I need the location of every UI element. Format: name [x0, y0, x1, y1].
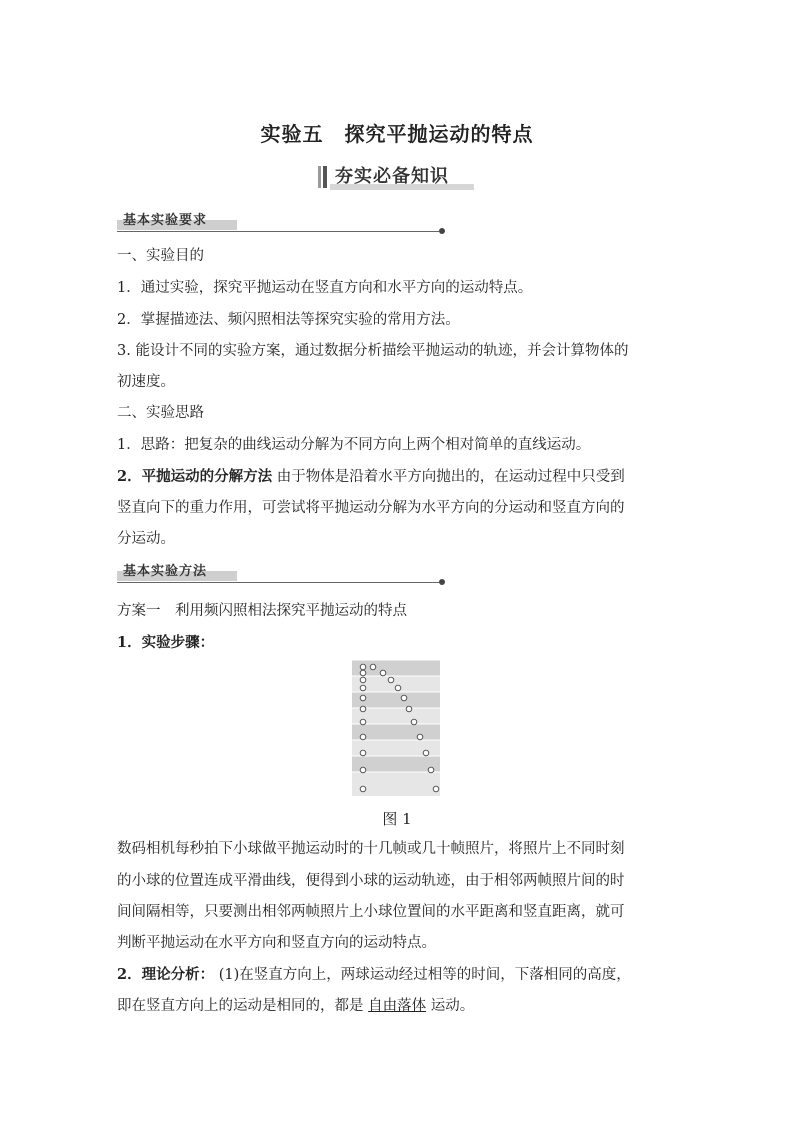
- banner-bar-light: [318, 166, 321, 188]
- ball: [388, 677, 394, 683]
- subsection-header-requirements: [117, 212, 447, 234]
- decomposition-label: 2．平抛运动的分解方法: [117, 468, 273, 485]
- subsection-rule: [117, 231, 439, 232]
- heading-idea: 二、实验思路: [117, 405, 204, 421]
- text-line: 3. 能设计不同的实验方案，通过数据分析描绘平抛运动的轨迹，并会计算物体的: [117, 343, 629, 359]
- free-fall-underlined: 自由落体: [368, 998, 427, 1014]
- ball: [360, 670, 366, 676]
- text-line: 的小球的位置连成平滑曲线，便得到小球的运动轨迹，由于相邻两帧照片间的时: [117, 873, 625, 889]
- text-line: 初速度。: [117, 374, 175, 390]
- text-line-theory: [117, 965, 681, 985]
- steps-label: 1．实验步骤：: [117, 634, 215, 651]
- banner-bar-dark: [323, 166, 327, 188]
- theory-text: (1)在竖直方向上，两球运动经过相等的时间，下落相同的高度，: [218, 967, 631, 983]
- ball: [360, 664, 366, 670]
- decomposition-text: 由于物体是沿着水平方向抛出的，在运动过程中只受到: [276, 469, 625, 485]
- subsection-rule-dot: [439, 228, 445, 234]
- text-line: 数码相机每秒拍下小球做平抛运动时的十几帧或几十帧照片，将照片上不同时刻: [117, 841, 625, 857]
- theory-post: 运动。: [430, 998, 475, 1014]
- stripe: [352, 772, 440, 796]
- text-line: 判断平抛运动在水平方向和竖直方向的运动特点。: [117, 935, 436, 951]
- ball: [360, 719, 366, 725]
- ball: [428, 767, 434, 773]
- ball: [360, 677, 366, 683]
- ball: [360, 695, 366, 701]
- text-line: 2．掌握描迹法、频闪照相法等探究实验的常用方法。: [117, 312, 460, 328]
- ball: [360, 767, 366, 773]
- ball: [406, 706, 412, 712]
- subsection-title: 基本实验方法: [123, 564, 208, 579]
- ball: [417, 734, 423, 740]
- strobe-photo-figure: [352, 660, 440, 796]
- ball: [395, 685, 401, 691]
- theory-label: 2．理论分析：: [117, 966, 215, 983]
- ball: [360, 706, 366, 712]
- figure-caption: 图 1: [382, 810, 412, 828]
- heading-purpose: 一、实验目的: [117, 248, 204, 264]
- ball: [411, 719, 417, 725]
- section-banner: [318, 164, 476, 190]
- text-line: 1．通过实验，探究平抛运动在竖直方向和水平方向的运动特点。: [117, 280, 533, 296]
- ball: [401, 695, 407, 701]
- subsection-title: 基本实验要求: [123, 213, 208, 228]
- page-title: 实验五 探究平抛运动的特点: [260, 122, 534, 146]
- text-line-decomposition: [117, 467, 681, 487]
- plan-heading: 方案一 利用频闪照相法探究平抛运动的特点: [117, 603, 407, 619]
- subsection-rule: [117, 582, 439, 583]
- ball: [370, 664, 376, 670]
- ball: [423, 750, 429, 756]
- subsection-header-methods: [117, 563, 447, 585]
- theory-pre: 即在竖直方向上的运动是相同的，都是: [117, 998, 364, 1014]
- ball: [360, 786, 366, 792]
- section-banner-label: 夯实必备知识: [335, 166, 449, 187]
- ball: [360, 734, 366, 740]
- text-line: 间间隔相等，只要测出相邻两帧照片上小球位置间的水平距离和竖直距离，就可: [117, 904, 625, 920]
- ball: [360, 750, 366, 756]
- text-line-theory-cont: [117, 996, 681, 1016]
- ball: [380, 670, 386, 676]
- ball: [433, 786, 439, 792]
- ball: [360, 685, 366, 691]
- text-line: 分运动。: [117, 531, 175, 547]
- subsection-rule-dot: [439, 579, 445, 585]
- text-line: 竖直向下的重力作用，可尝试将平抛运动分解为水平方向的分运动和竖直方向的: [117, 500, 625, 516]
- text-line: 1．思路：把复杂的曲线运动分解为不同方向上两个相对简单的直线运动。: [117, 437, 591, 453]
